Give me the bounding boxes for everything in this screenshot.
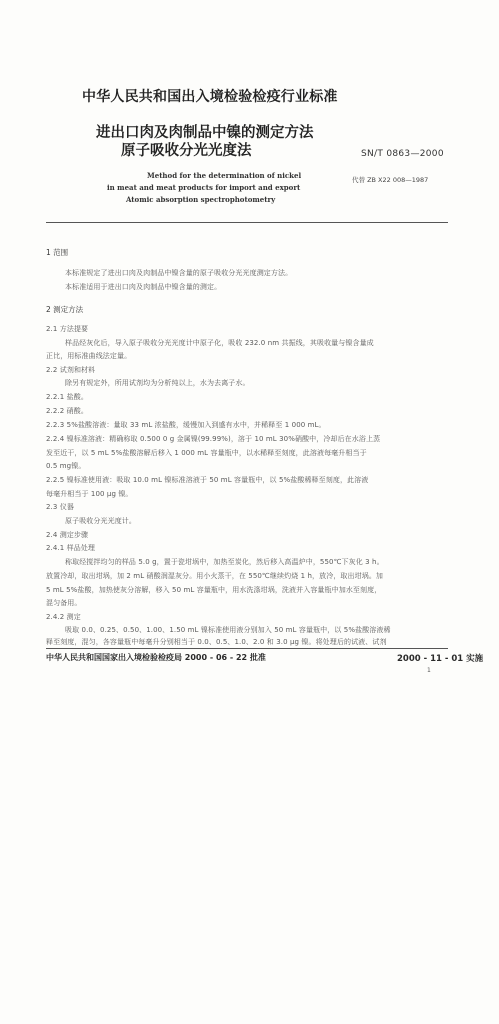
document-title-line2: 原子吸收分光光度法 (121, 143, 252, 159)
section-heading: 1 范围 (46, 248, 69, 257)
footer-rule (46, 648, 448, 649)
body-line: 5 mL 5%盐酸，加热使灰分溶解，移入 50 mL 容量瓶中，用水洗涤坩埚，洗液并入容量瓶中加水至刻度， (46, 586, 382, 594)
subsection-heading: 2.2.2 硝酸。 (46, 407, 88, 415)
body-line: 每毫升相当于 100 μg 镍。 (46, 490, 133, 498)
section-heading: 2 测定方法 (46, 305, 84, 314)
subsection-heading: 2.4.1 样品处理 (46, 544, 96, 552)
body-line: 本标准适用于进出口肉及肉制品中镍含量的测定。 (65, 283, 222, 291)
body-line: 正比，用标准曲线法定量。 (46, 352, 132, 360)
body-line: 混匀备用。 (46, 599, 82, 607)
effective-date: 2000 - 11 - 01 实施 (397, 654, 484, 664)
document-title-line1: 进出口肉及肉制品中镍的测定方法 (96, 125, 314, 141)
body-line: 2.2.3 5%盐酸溶液：量取 33 mL 浓盐酸，缓慢加入到盛有水中，并稀释至 1 000 mL。 (46, 421, 326, 429)
body-line: 原子吸收分光光度计。 (65, 517, 136, 525)
replaces-standard: 代替 ZB X22 008—1987 (352, 176, 429, 184)
approval-statement: 中华人民共和国国家出入境检验检疫局 2000 - 06 - 22 批准 (46, 653, 266, 662)
subsection-heading: 2.4 测定步骤 (46, 531, 89, 539)
english-title-line3: Atomic absorption spectrophotometry (126, 195, 276, 204)
subsection-heading: 2.4.2 测定 (46, 613, 81, 621)
standard-number: SN/T 0863—2000 (361, 149, 444, 159)
page-number: 1 (427, 667, 431, 674)
subsection-heading: 2.2.1 盐酸。 (46, 393, 88, 401)
body-line: 称取经搅拌均匀的样品 5.0 g，置于瓷坩埚中，加热至炭化，然后移入高温炉中，550℃下灰化 3 h。 (65, 558, 384, 566)
body-line: 2.2.5 镍标准使用液：吸取 10.0 mL 镍标准溶液于 50 mL 容量瓶中，以 5%盐酸稀释至刻度，此溶液 (46, 476, 369, 484)
subsection-heading: 2.1 方法提要 (46, 325, 89, 333)
body-line: 除另有规定外，所用试剂均为分析纯以上，水为去离子水。 (65, 379, 250, 387)
english-title-line2: in meat and meat products for import and export (107, 183, 301, 192)
subsection-heading: 2.3 仪器 (46, 503, 74, 511)
body-line: 样品经灰化后，导入原子吸收分光光度计中原子化，吸收 232.0 nm 共振线，其吸收量与镍含量成 (65, 339, 374, 347)
body-line: 2.2.4 镍标准溶液：精确称取 0.500 0 g 金属镍(99.99%)，溶于 10 mL 30%硝酸中，冷却后在水浴上蒸 (46, 435, 381, 443)
subsection-heading: 2.2 试剂和材料 (46, 366, 96, 374)
header-rule (46, 222, 448, 223)
body-line: 本标准规定了进出口肉及肉制品中镍含量的原子吸收分光光度测定方法。 (65, 269, 293, 277)
industry-standard-title: 中华人民共和国出入境检验检疫行业标准 (82, 89, 338, 105)
body-line: 吸取 0.0、0.25、0.50、1.00、1.50 mL 镍标准使用液分别加入 50 mL 容量瓶中，以 5%盐酸溶液稀 (65, 626, 391, 634)
english-title-line1: Method for the determination of nickel (147, 171, 302, 180)
body-line: 释至刻度，混匀，各容量瓶中每毫升分别相当于 0.0、0.5、1.0、2.0 和 3.0 μg 镍。将处理后的试液、试剂 (46, 638, 387, 646)
body-line: 0.5 mg镍。 (46, 462, 86, 470)
body-line: 发至近干，以 5 mL 5%盐酸溶解后移入 1 000 mL 容量瓶中，以水稀释至刻度，此溶液每毫升相当于 (46, 449, 367, 457)
body-line: 放置冷却，取出坩埚，加 2 mL 硝酸润湿灰分。用小火蒸干，在 550℃继续灼烧 1 h，放冷，取出坩埚。加 (46, 572, 384, 580)
